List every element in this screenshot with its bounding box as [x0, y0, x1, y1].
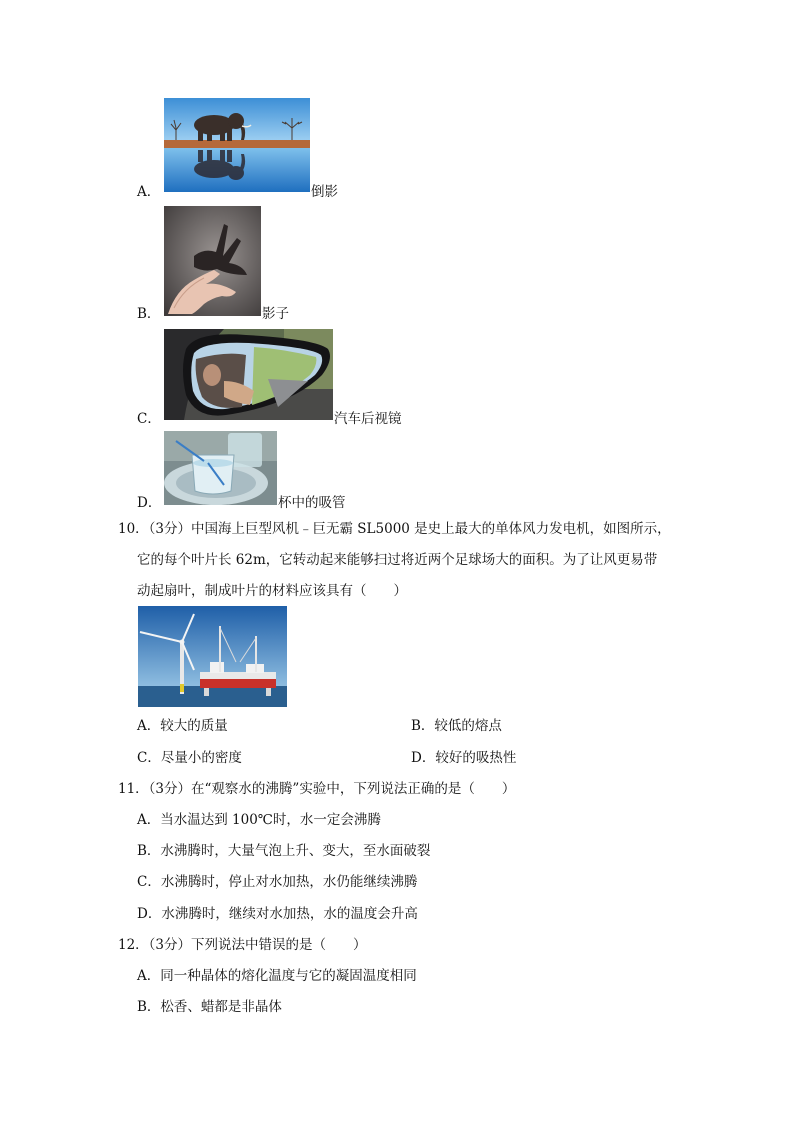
offshore-wind-turbine-image — [138, 606, 287, 707]
answer-option-b: B．较低的熔点 — [411, 718, 502, 734]
car-side-mirror-image — [164, 329, 333, 420]
question-stem: 12．（3分）下列说法中错误的是（ ） — [118, 937, 367, 953]
straw-in-glass-image — [164, 431, 277, 505]
option-letter: B． — [137, 306, 161, 322]
option-caption: 杯中的吸管 — [278, 495, 346, 511]
hand-shadow-image — [164, 206, 261, 316]
question-stem-line: 它的每个叶片长 62m，它转动起来能够扫过将近两个足球场大的面积。为了让风更易带 — [137, 552, 658, 568]
option-letter: A． — [137, 184, 161, 200]
question-stem-line: 10．（3分）中国海上巨型风机﹣巨无霸 SL5000 是史上最大的单体风力发电机，如图所示， — [118, 521, 671, 537]
answer-option-a: A．同一种晶体的熔化温度与它的凝固温度相同 — [137, 968, 417, 984]
option-letter: C． — [137, 411, 161, 427]
option-caption: 汽车后视镜 — [334, 411, 402, 427]
answer-option-d: D．水沸腾时，继续对水加热，水的温度会升高 — [137, 906, 418, 922]
answer-option-b: B．水沸腾时，大量气泡上升、变大，至水面破裂 — [137, 843, 431, 859]
question-stem: 11．（3分）在“观察水的沸腾”实验中，下列说法正确的是（ ） — [118, 781, 516, 797]
answer-option-c: C．尽量小的密度 — [137, 750, 242, 766]
elephant-reflection-image — [164, 98, 310, 192]
question-stem-line: 动起扇叶，制成叶片的材料应该具有（ ） — [137, 583, 407, 599]
answer-option-a: A．较大的质量 — [137, 718, 228, 734]
answer-option-c: C．水沸腾时，停止对水加热，水仍能继续沸腾 — [137, 874, 418, 890]
option-caption: 倒影 — [311, 184, 338, 200]
answer-option-b: B．松香、蜡都是非晶体 — [137, 999, 282, 1015]
answer-option-a: A．当水温达到 100℃时，水一定会沸腾 — [137, 812, 381, 828]
answer-option-d: D．较好的吸热性 — [411, 750, 517, 766]
option-caption: 影子 — [262, 306, 289, 322]
option-letter: D． — [137, 495, 162, 511]
